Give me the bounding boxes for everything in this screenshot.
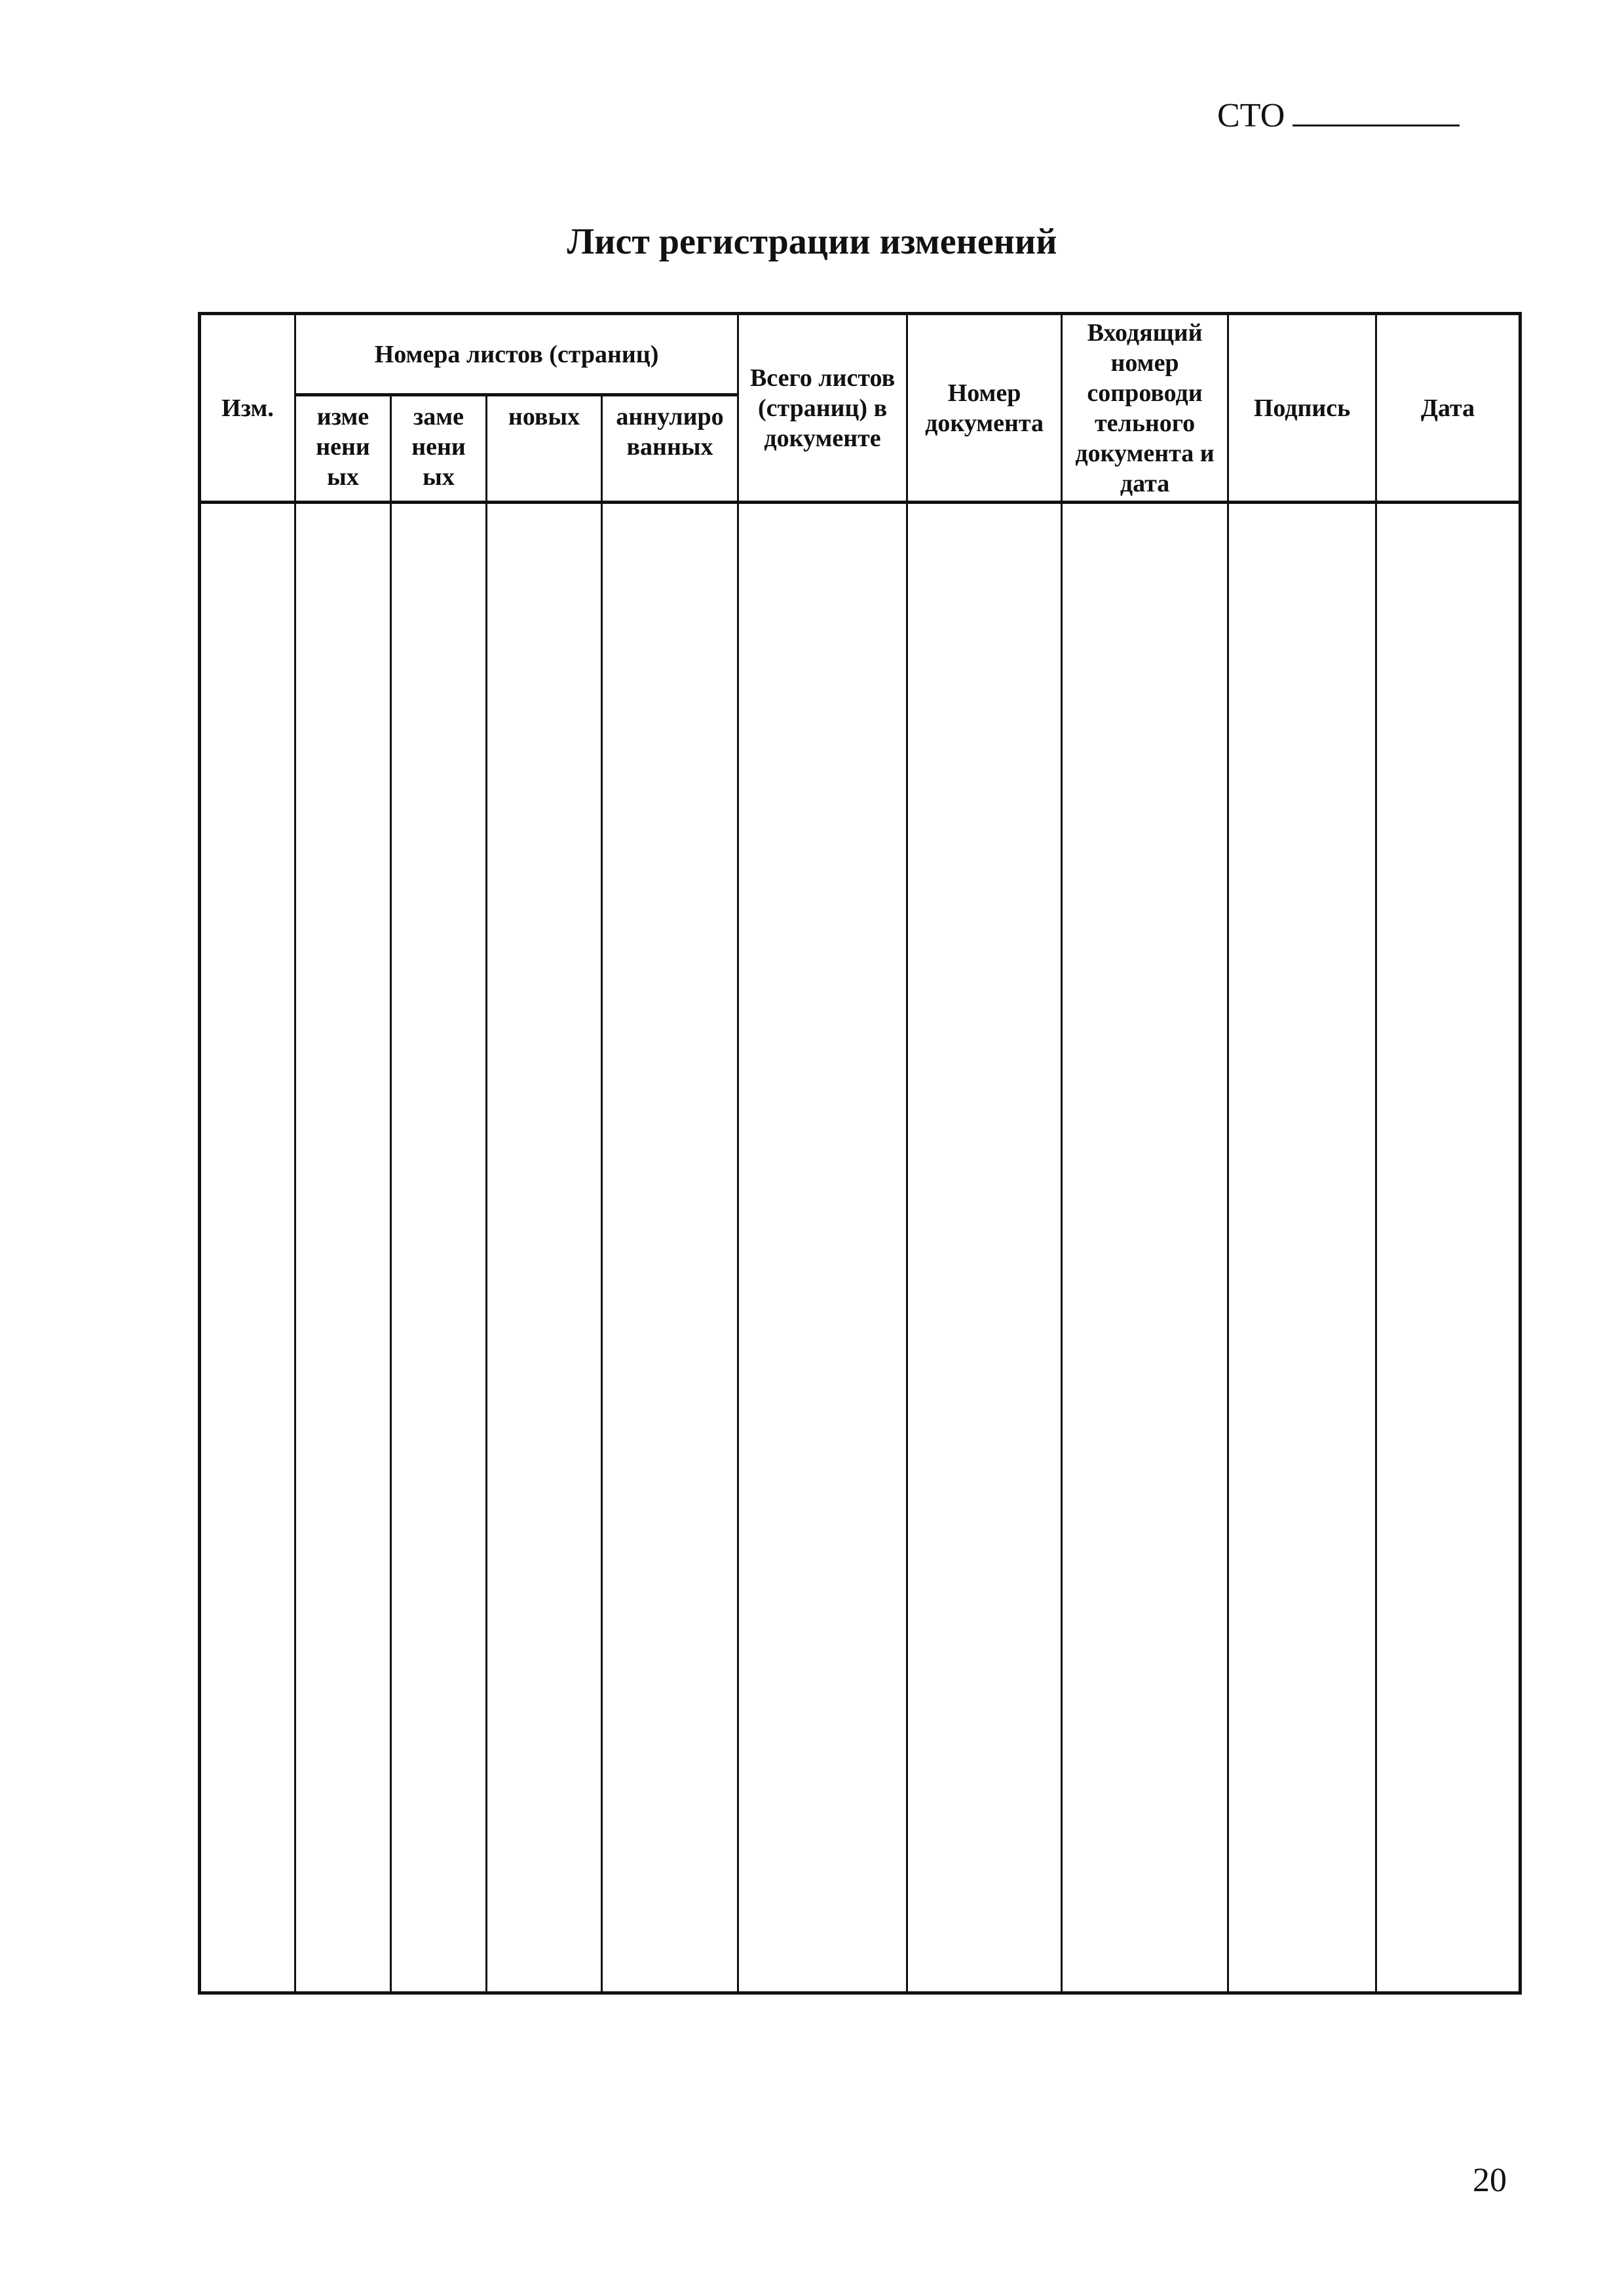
table-header (200, 314, 1520, 503)
table-body (200, 503, 1520, 1993)
header-new: новых (487, 395, 602, 503)
header-sheet-numbers: Номера листов (страниц) (295, 314, 738, 395)
page-number: 20 (1473, 2162, 1507, 2199)
header-signature: Подпись (1228, 314, 1376, 503)
cell-document-number[interactable] (907, 503, 1062, 1993)
cell-total-sheets[interactable] (738, 503, 907, 1993)
table-row (200, 503, 1520, 1993)
cell-signature[interactable] (1228, 503, 1376, 1993)
cell-replaced[interactable] (391, 503, 487, 1993)
cell-date[interactable] (1376, 503, 1520, 1993)
header-document-number: Номер документа (907, 314, 1062, 503)
cell-incoming-number[interactable] (1062, 503, 1228, 1993)
cell-changed[interactable] (295, 503, 391, 1993)
header-replaced: заме нени ых (391, 395, 487, 503)
document-code-label: СТО (1217, 97, 1285, 134)
cell-new[interactable] (487, 503, 602, 1993)
header-incoming-number: Входящий номер сопроводи тельного документа и дата (1062, 314, 1228, 503)
header-date: Дата (1376, 314, 1520, 503)
cell-change[interactable] (200, 503, 295, 1993)
header-total-sheets: Всего листов (страниц) в документе (738, 314, 907, 503)
document-code (1217, 92, 1460, 137)
header-changed: изме нени ых (295, 395, 391, 503)
header-change: Изм. (200, 314, 295, 503)
cell-annulled[interactable] (602, 503, 738, 1993)
page-title: Лист регистрации изменений (567, 221, 1057, 262)
change-registration-table (198, 312, 1522, 1995)
header-annulled: аннулиро ванных (602, 395, 738, 503)
document-code-blank[interactable] (1293, 92, 1460, 126)
